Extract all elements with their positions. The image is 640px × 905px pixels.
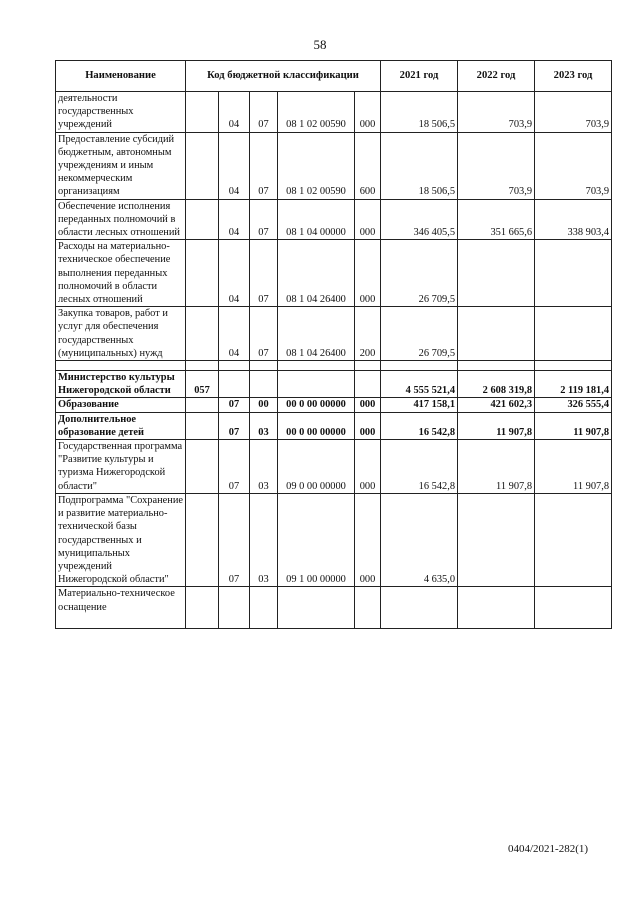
table-row xyxy=(56,493,612,586)
row-csr: 08 1 02 00590 xyxy=(278,92,355,133)
table-row xyxy=(56,307,612,361)
document-code: 0404/2021-282(1) xyxy=(508,843,589,855)
row-rz xyxy=(219,371,250,398)
row-rz xyxy=(219,361,250,371)
row-rz: 04 xyxy=(219,132,250,199)
row-gr xyxy=(186,307,219,361)
row-rz: 07 xyxy=(219,493,250,586)
row-vr: 000 xyxy=(355,412,381,439)
row-vr: 000 xyxy=(355,493,381,586)
row-vr xyxy=(355,361,381,371)
row-name: Обеспечение исполнения переданных полномочий в области лесных отношений xyxy=(56,199,186,240)
table-row-section xyxy=(56,398,612,412)
row-2023: 338 903,4 xyxy=(535,199,612,240)
row-pr: 00 xyxy=(250,398,278,412)
row-csr: 08 1 04 00000 xyxy=(278,199,355,240)
row-2023 xyxy=(535,493,612,586)
row-2023 xyxy=(535,307,612,361)
row-gr xyxy=(186,240,219,307)
table-row xyxy=(56,199,612,240)
row-gr xyxy=(186,199,219,240)
row-name: Образование xyxy=(56,398,186,412)
page-number: 58 xyxy=(313,37,327,52)
table-row-subsection xyxy=(56,412,612,439)
row-vr: 000 xyxy=(355,92,381,133)
row-rz: 04 xyxy=(219,240,250,307)
row-2023: 11 907,8 xyxy=(535,412,612,439)
row-2022: 11 907,8 xyxy=(458,440,535,494)
row-csr: 08 1 02 00590 xyxy=(278,132,355,199)
row-rz xyxy=(219,587,250,629)
row-csr: 08 1 04 26400 xyxy=(278,240,355,307)
row-gr xyxy=(186,361,219,371)
row-2021 xyxy=(381,361,458,371)
row-name: Материально-техническое оснащение xyxy=(56,587,186,629)
row-vr: 000 xyxy=(355,199,381,240)
row-2021: 26 709,5 xyxy=(381,240,458,307)
row-2021: 18 506,5 xyxy=(381,92,458,133)
row-2022 xyxy=(458,240,535,307)
row-2021: 16 542,8 xyxy=(381,440,458,494)
row-pr: 03 xyxy=(250,493,278,586)
row-name: Дополнительное образование детей xyxy=(56,412,186,439)
row-2021: 4 635,0 xyxy=(381,493,458,586)
row-vr xyxy=(355,371,381,398)
table-row xyxy=(56,132,612,199)
row-2022: 351 665,6 xyxy=(458,199,535,240)
row-2021: 18 506,5 xyxy=(381,132,458,199)
table-row-spacer xyxy=(56,361,612,371)
header-code: Код бюджетной классификации xyxy=(186,61,381,92)
row-pr: 07 xyxy=(250,240,278,307)
row-2021: 4 555 521,4 xyxy=(381,371,458,398)
row-csr: 09 1 00 00000 xyxy=(278,493,355,586)
row-gr xyxy=(186,132,219,199)
row-2022: 421 602,3 xyxy=(458,398,535,412)
row-csr: 09 0 00 00000 xyxy=(278,440,355,494)
row-2021: 417 158,1 xyxy=(381,398,458,412)
row-csr: 00 0 00 00000 xyxy=(278,398,355,412)
table-row-ministry xyxy=(56,371,612,398)
row-2022 xyxy=(458,587,535,629)
header-2021: 2021 год xyxy=(381,61,458,92)
row-2021 xyxy=(381,587,458,629)
row-2023: 703,9 xyxy=(535,132,612,199)
header-2022: 2022 год xyxy=(458,61,535,92)
row-vr: 000 xyxy=(355,398,381,412)
row-gr: 057 xyxy=(186,371,219,398)
row-name: Государственная программа "Развитие культуры и туризма Нижегородской области" xyxy=(56,440,186,494)
row-gr xyxy=(186,398,219,412)
row-name: Министерство культуры Нижегородской области xyxy=(56,371,186,398)
budget-table xyxy=(55,60,612,629)
row-name: Закупка товаров, работ и услуг для обеспечения государственных (муниципальных) нужд xyxy=(56,307,186,361)
row-2022 xyxy=(458,361,535,371)
row-pr: 03 xyxy=(250,440,278,494)
row-pr: 07 xyxy=(250,307,278,361)
row-pr xyxy=(250,361,278,371)
row-2021: 16 542,8 xyxy=(381,412,458,439)
row-2023 xyxy=(535,587,612,629)
row-2022 xyxy=(458,307,535,361)
row-2023: 703,9 xyxy=(535,92,612,133)
row-pr xyxy=(250,587,278,629)
row-name: Предоставление субсидий бюджетным, автономным учреждениям и иным некоммерческим организациям xyxy=(56,132,186,199)
row-name xyxy=(56,361,186,371)
row-vr: 200 xyxy=(355,307,381,361)
row-rz: 07 xyxy=(219,398,250,412)
row-pr: 03 xyxy=(250,412,278,439)
header-name: Наименование xyxy=(56,61,186,92)
row-gr xyxy=(186,493,219,586)
row-pr: 07 xyxy=(250,92,278,133)
row-csr xyxy=(278,587,355,629)
row-pr: 07 xyxy=(250,132,278,199)
row-2023 xyxy=(535,361,612,371)
row-gr xyxy=(186,412,219,439)
header-2023: 2023 год xyxy=(535,61,612,92)
row-2022: 11 907,8 xyxy=(458,412,535,439)
row-2023: 2 119 181,4 xyxy=(535,371,612,398)
row-rz: 04 xyxy=(219,307,250,361)
row-gr xyxy=(186,92,219,133)
row-vr xyxy=(355,587,381,629)
table-row xyxy=(56,587,612,629)
row-csr xyxy=(278,371,355,398)
row-2023: 11 907,8 xyxy=(535,440,612,494)
row-rz: 07 xyxy=(219,412,250,439)
row-2023 xyxy=(535,240,612,307)
row-vr: 600 xyxy=(355,132,381,199)
row-rz: 07 xyxy=(219,440,250,494)
row-2022: 2 608 319,8 xyxy=(458,371,535,398)
header-row xyxy=(56,61,612,92)
row-2021: 26 709,5 xyxy=(381,307,458,361)
row-2022: 703,9 xyxy=(458,132,535,199)
row-2022 xyxy=(458,493,535,586)
table-row xyxy=(56,440,612,494)
row-rz: 04 xyxy=(219,199,250,240)
row-name: Расходы на материально-техническое обеспечение выполнения переданных полномочий в области лесных отношений xyxy=(56,240,186,307)
row-gr xyxy=(186,440,219,494)
row-2022: 703,9 xyxy=(458,92,535,133)
row-vr: 000 xyxy=(355,440,381,494)
row-pr xyxy=(250,371,278,398)
row-csr: 08 1 04 26400 xyxy=(278,307,355,361)
row-name: Подпрограмма "Сохранение и развитие материально-технической базы государственных и муниципальных учреждений Нижегородской области" xyxy=(56,493,186,586)
row-2021: 346 405,5 xyxy=(381,199,458,240)
table-row xyxy=(56,92,612,133)
row-gr xyxy=(186,587,219,629)
row-name: деятельности государственных учреждений xyxy=(56,92,186,133)
row-pr: 07 xyxy=(250,199,278,240)
row-rz: 04 xyxy=(219,92,250,133)
row-csr xyxy=(278,361,355,371)
row-vr: 000 xyxy=(355,240,381,307)
row-csr: 00 0 00 00000 xyxy=(278,412,355,439)
row-2023: 326 555,4 xyxy=(535,398,612,412)
table-row xyxy=(56,240,612,307)
